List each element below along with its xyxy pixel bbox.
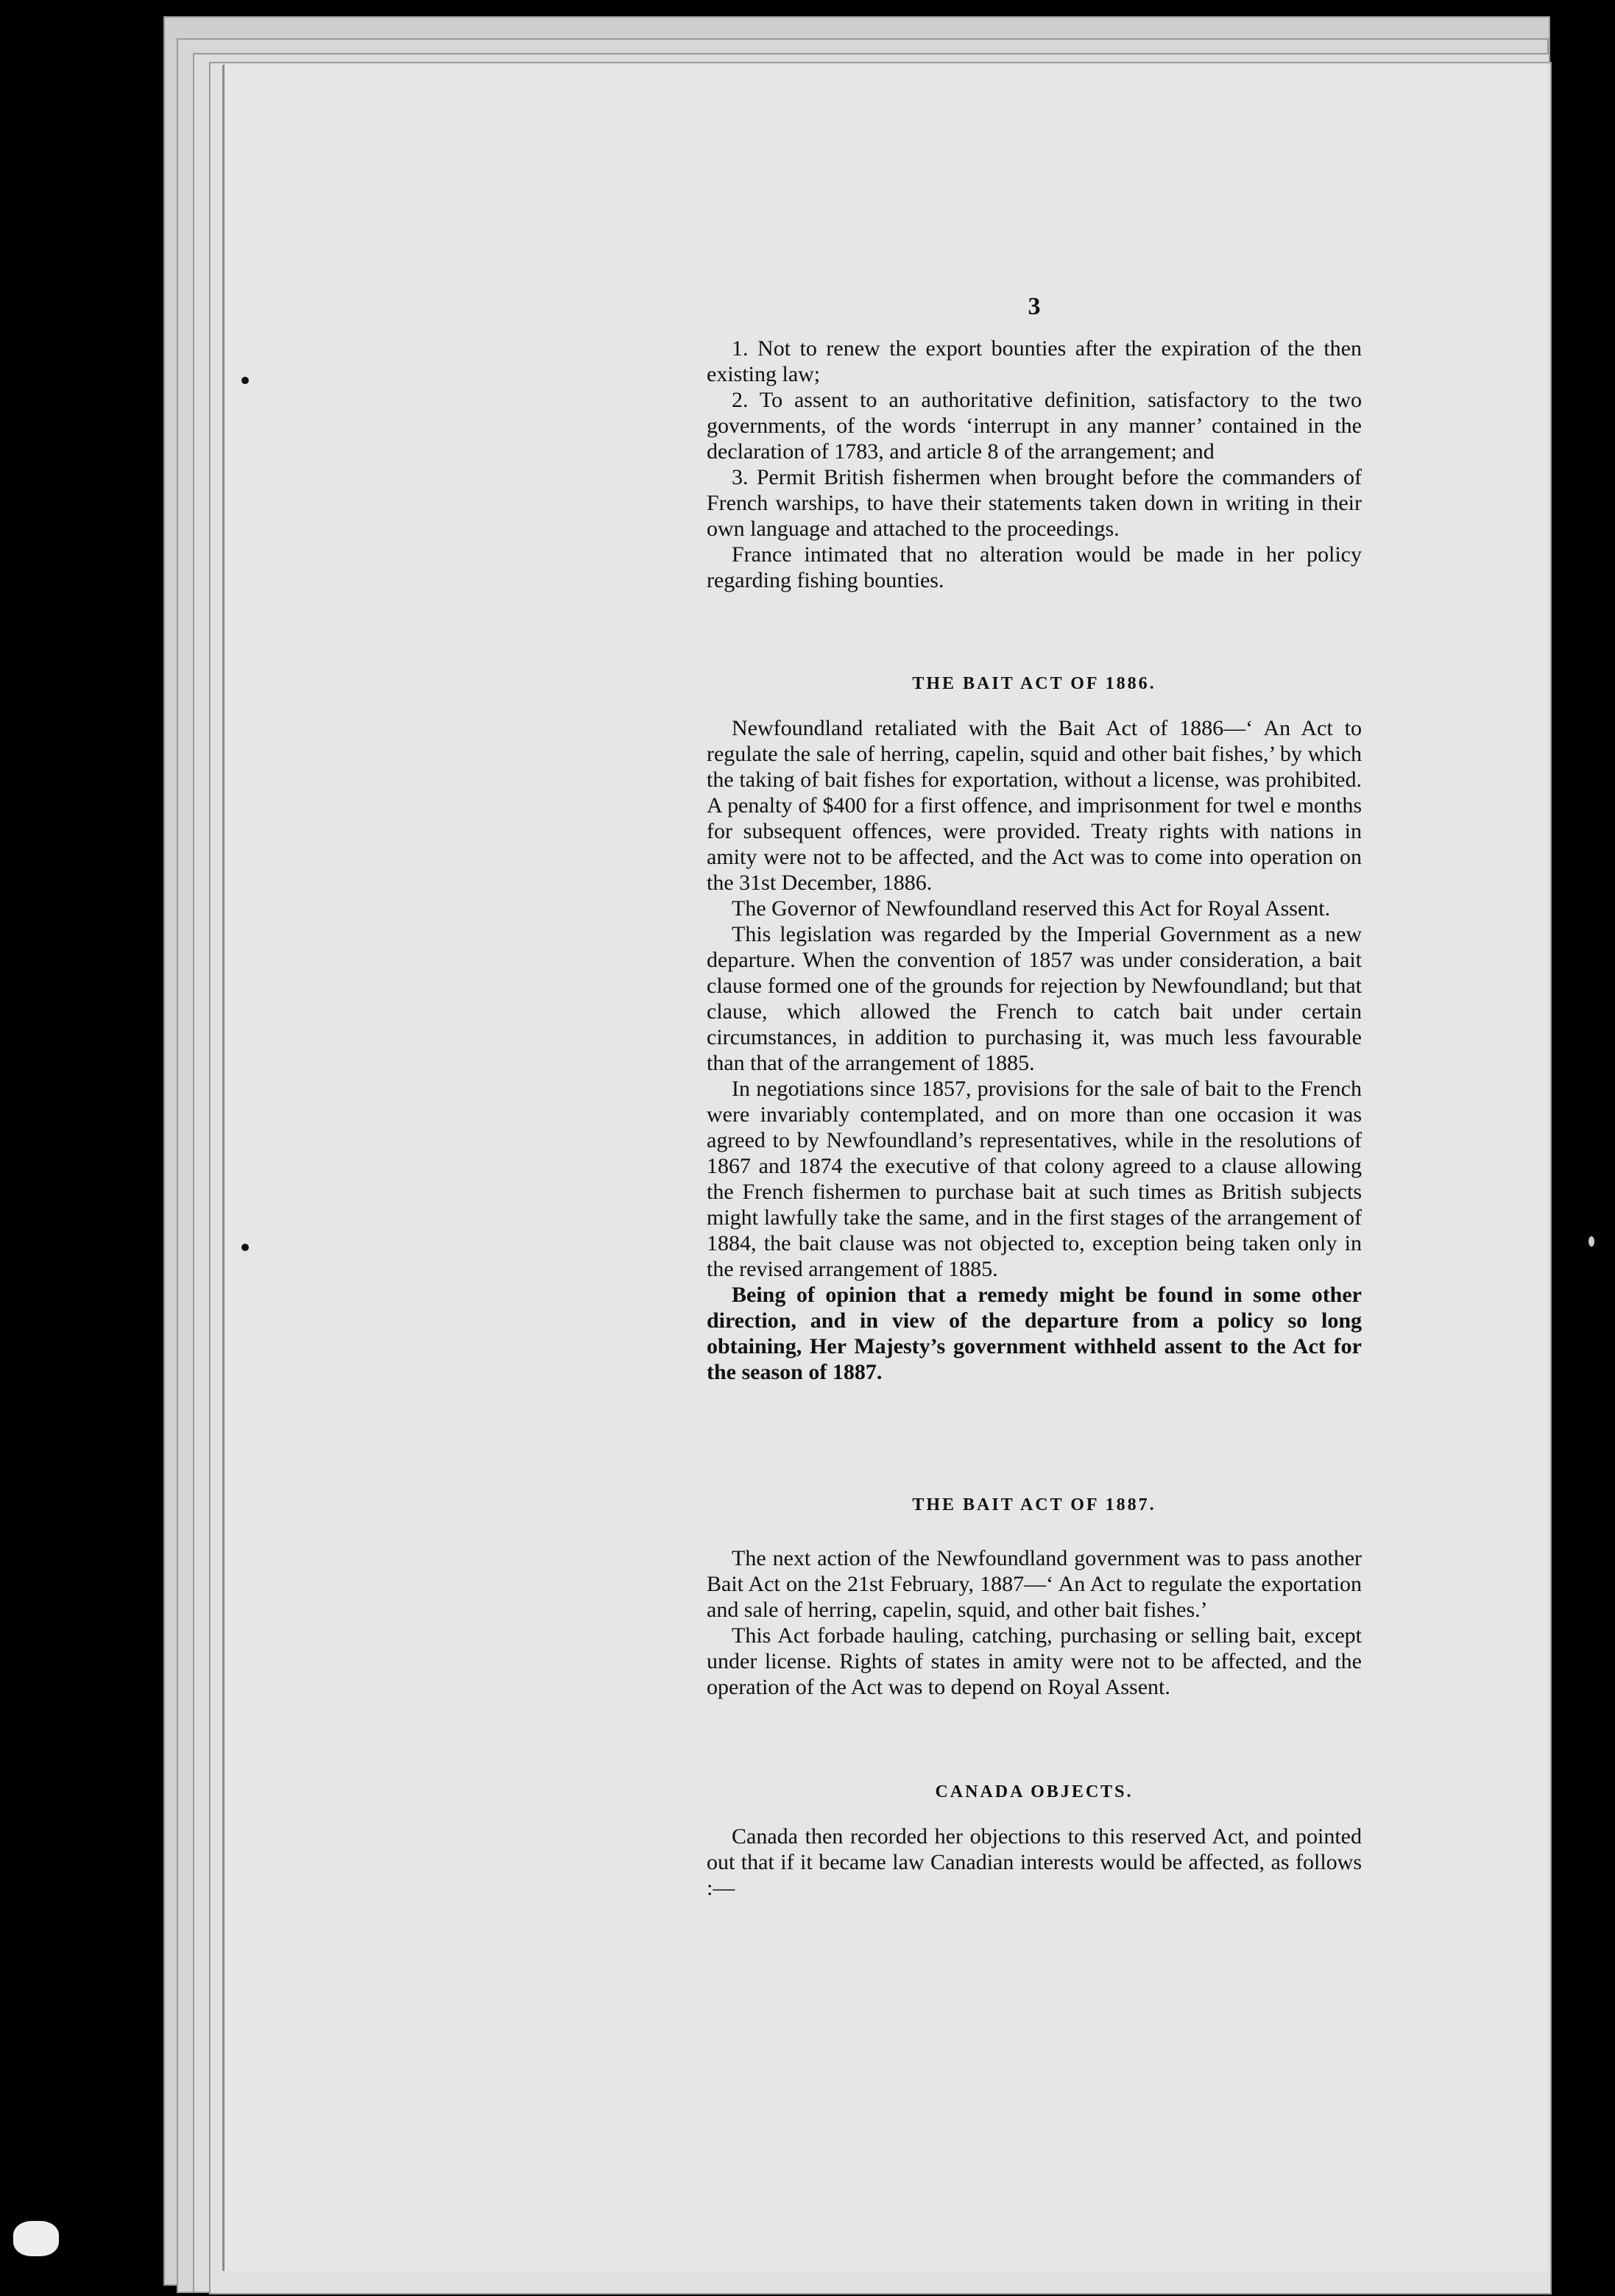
section-heading: THE BAIT ACT OF 1887. [912, 1495, 1156, 1514]
text-block-bait-act-1887 [707, 1545, 1362, 1700]
text-block-bait-act-1886 [707, 715, 1362, 1385]
scan-speck [13, 2221, 59, 2256]
paragraph: This Act forbade hauling, catching, purchasing or selling bait, except under license. Rights of states in amity were not to be affected, and the operation of the Act was to depend on Royal Assent. [707, 1623, 1362, 1699]
text-block-conditions [707, 336, 1362, 593]
paragraph: Canada then recorded her objections to this reserved Act, and pointed out that if it became law Canadian interests would be affected, as follows :— [707, 1824, 1362, 1900]
paragraph: 2. To assent to an authoritative definition, satisfactory to the two governments, of the words ‘interrupt in any manner’ contained in the declaration of 1783, and article 8 of the arrangement; and [707, 388, 1362, 464]
paragraph: France intimated that no alteration would be made in her policy regarding fishing bounties. [707, 542, 1362, 592]
paragraph: The next action of the Newfoundland government was to pass another Bait Act on the 21st February, 1887—‘ An Act to regulate the exportation and sale of herring, capelin, squid, and other bait fishes.’ [707, 1546, 1362, 1622]
paragraph: Newfoundland retaliated with the Bait Act of 1886—‘ An Act to regulate the sale of herring, capelin, squid and other bait fishes,’ by which the taking of bait fishes for exportation, without a license, was prohibited. A penalty of $400 for a first offence, and imprisonment for twel e months for subsequent offences, were provided. Treaty rights with nations in amity were not to be affected, and the Act was to come into operation on the 31st December, 1886. [707, 716, 1362, 895]
scan-mark [241, 377, 249, 384]
scan-mark [241, 1244, 249, 1251]
section-heading: THE BAIT ACT OF 1886. [912, 674, 1156, 693]
paragraph: In negotiations since 1857, provisions for the sale of bait to the French were invariably contemplated, and on more than one occasion it was agreed to by Newfoundland’s representatives, while in the resolutions of 1867 and 1874 the executive of that colony agreed to a clause allowing the French fishermen to purchase bait at such times as British subjects might lawfully take the same, and in the first stages of the arrangement of 1884, the bait clause was not objected to, exception being taken only in the revised arrangement of 1885. [707, 1077, 1362, 1281]
paragraph: This legislation was regarded by the Imperial Government as a new departure. When the convention of 1857 was under consideration, a bait clause formed one of the grounds for rejection by Newfoundland; but that clause, which allowed the French to catch bait under certain circumstances, in addition to purchasing it, was much less favourable than that of the arrangement of 1885. [707, 922, 1362, 1075]
paragraph: 1. Not to renew the export bounties after the expiration of the then existing law; [707, 336, 1362, 386]
paragraph: 3. Permit British fishermen when brought before the commanders of French warships, to have their statements taken down in writing in their own language and attached to the proceedings. [707, 465, 1362, 541]
scan-mark [1589, 1236, 1594, 1247]
paragraph: Being of opinion that a remedy might be found in some other direction, and in view of the departure from a policy so long obtaining, Her Majesty’s government withheld assent to the Act for the season of 1887. [707, 1283, 1362, 1384]
text-block-canada-objects [707, 1824, 1362, 1901]
paragraph: The Governor of Newfoundland reserved this Act for Royal Assent. [732, 896, 1331, 921]
section-heading: CANADA OBJECTS. [935, 1782, 1134, 1801]
page-number: 3 [1028, 293, 1041, 320]
